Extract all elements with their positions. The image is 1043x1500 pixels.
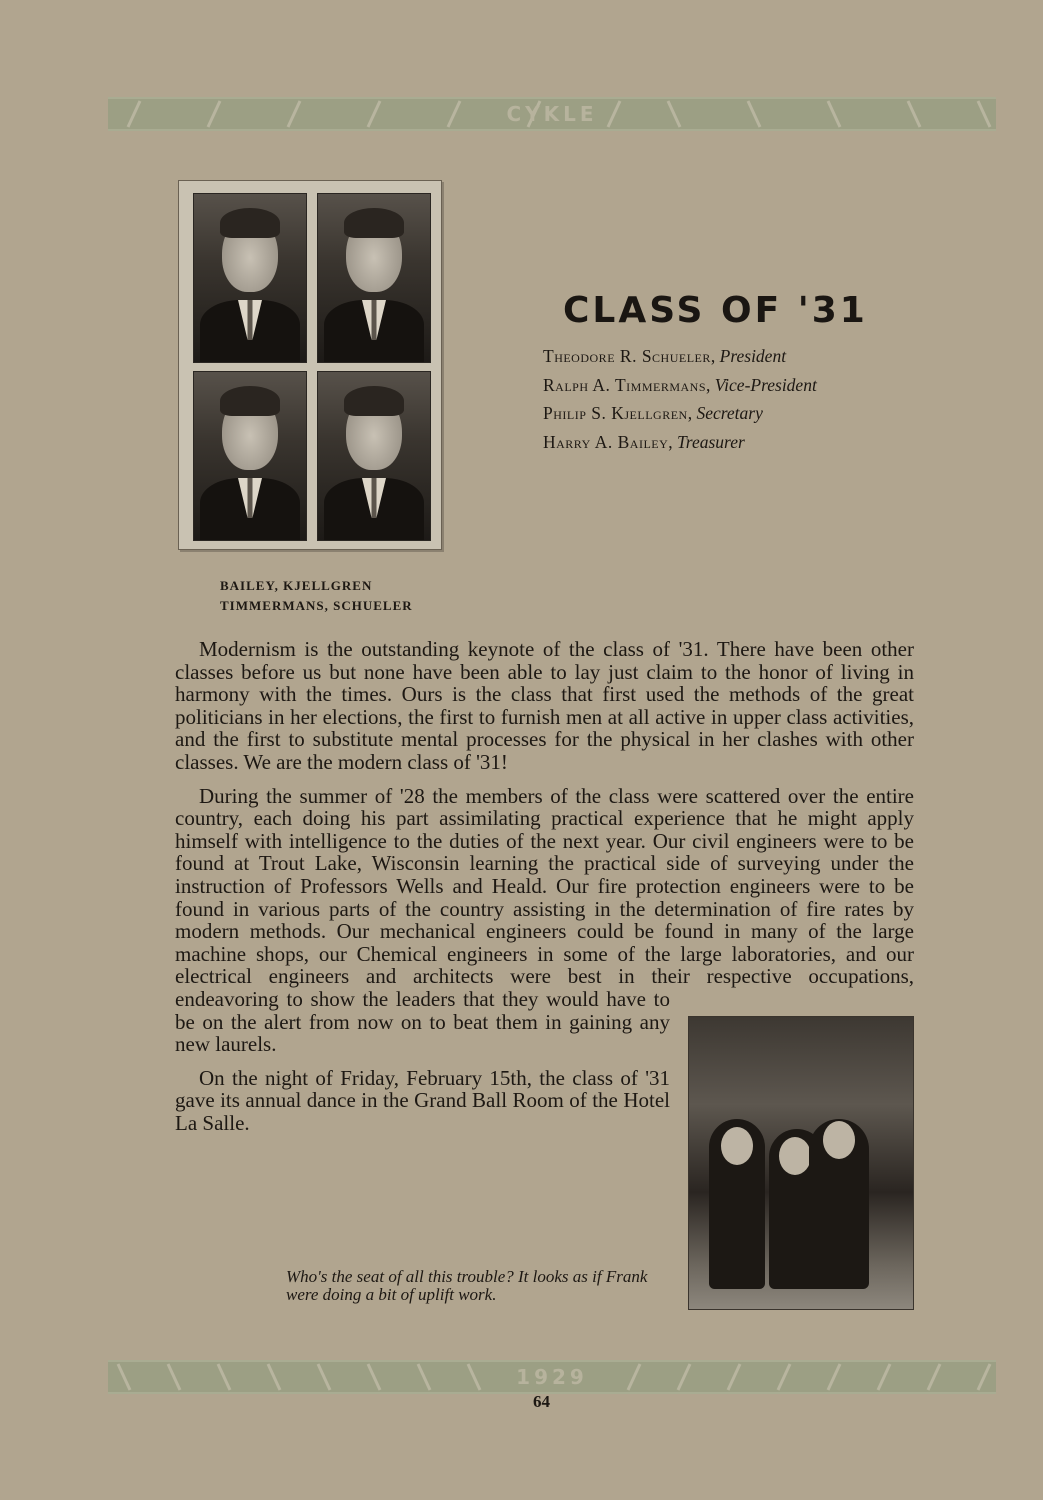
- officer-portraits: [178, 180, 442, 550]
- caption-line: TIMMERMANS, SCHUELER: [220, 598, 413, 613]
- officer-entry: Harry A. Bailey, Treasurer: [543, 432, 745, 453]
- officer-entry: Ralph A. Timmermans, Vice-President: [543, 374, 817, 395]
- paragraph: On the night of Friday, February 15th, the class of '31 gave its annual dance in the Grand Ball Room of the Hotel La Salle.: [175, 1065, 670, 1135]
- officer-entry: Theodore R. Schueler, President: [543, 346, 787, 366]
- page-number: 64: [533, 1392, 550, 1411]
- officer-name: Theodore R. Schueler: [543, 346, 711, 366]
- officer-role: Treasurer: [677, 432, 745, 453]
- portrait-photo: [193, 193, 307, 363]
- paragraph: During the summer of '28 the members of the class were scattered over the entire country, each doing his part assimilating practical experience that he might apply himself with intelligence to the duties of the next year. Our civil engineers were to be found at Trout Lake, Wisconsin learning the practical side of surveying under the instruction of Professors Wells and Heald. Our fire protection engineers were to be found in various parts of the country assisting in the determination of fire rates by modern methods. Our mechanical engineers could be found in many of the large machine shops, our Chemical engineers in some of the large laboratories, and our electrical engineers and architects were best in their respective occupations, endeavoring to show the leaders that they would have to be on the alert from now on to beat them in gaining any new laurels.: [175, 783, 914, 1057]
- snapshot-caption: Who's the seat of all this trouble? It looks as if Frank were doing a bit of uplift work.: [286, 1267, 648, 1304]
- paragraph: Modernism is the outstanding keynote of the class of '31. There have been other classes before us but none have been able to lay just claim to the honor of living in harmony with the times. Ours is the class that first used the methods of the great politicians in her elections, the first to furnish men at all active in upper class activities, and the first to substitute mental processes for the physical in her clashes with other classes. We are the modern class of '31!: [175, 637, 914, 774]
- portrait-photo: [317, 371, 431, 541]
- officer-entry: Philip S. Kjellgren, Secretary: [543, 403, 763, 424]
- body-text: [175, 638, 914, 1312]
- portrait-photo: [317, 193, 431, 363]
- page-title: CLASS OF '31: [563, 290, 868, 331]
- portrait-photo: [193, 371, 307, 541]
- banner-word: CYKLE: [506, 102, 598, 126]
- officer-name: Ralph A. Timmermans: [543, 374, 707, 395]
- footer-banner: [108, 1360, 996, 1394]
- officer-list: [543, 342, 817, 457]
- snapshot-photo: [688, 1016, 914, 1310]
- officer-role: Secretary: [696, 403, 763, 424]
- officer-role: Vice-President: [714, 374, 817, 395]
- group-snapshot: [688, 1016, 914, 1312]
- banner-word: 1929: [516, 1365, 588, 1389]
- caption-line: BAILEY, KJELLGREN: [220, 578, 373, 593]
- officer-role: President: [719, 346, 787, 366]
- header-banner: [108, 97, 996, 131]
- officer-name: Harry A. Bailey: [543, 432, 669, 453]
- portrait-caption: [220, 576, 413, 616]
- officer-name: Philip S. Kjellgren: [543, 403, 688, 424]
